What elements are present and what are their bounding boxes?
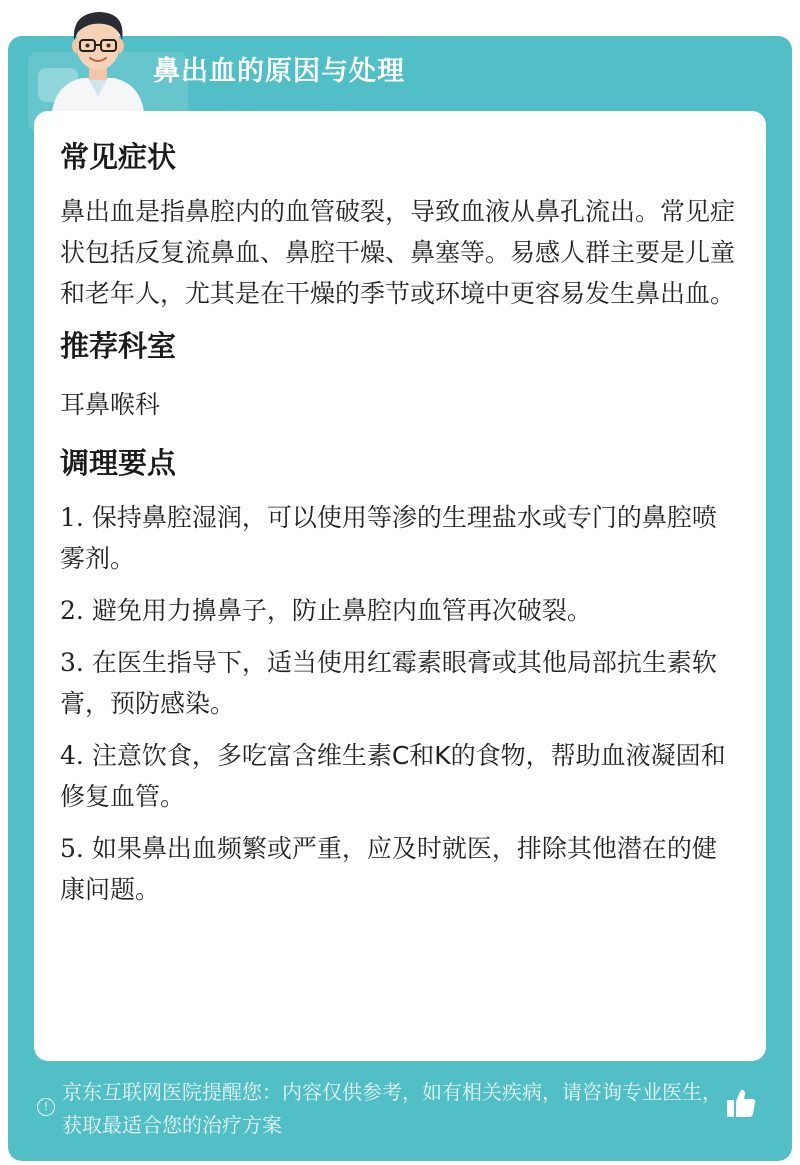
disclaimer-footer (34, 1074, 766, 1154)
info-icon: ! (37, 1098, 55, 1116)
list-item-number: 3. (60, 648, 84, 677)
thumbs-up-icon[interactable] (724, 1086, 758, 1120)
list-item (60, 497, 740, 579)
list-item (60, 590, 740, 631)
list-item (60, 828, 740, 910)
list-item-number: 2. (60, 596, 84, 625)
page-title: 鼻出血的原因与处理 (153, 56, 405, 87)
disclaimer-text: 京东互联网医院提醒您：内容仅供参考，如有相关疾病，请咨询专业医生，获取最适合您的治疗方案 (62, 1080, 722, 1137)
list-item (60, 642, 740, 724)
symptoms-text: 鼻出血是指鼻腔内的血管破裂，导致血液从鼻孔流出。常见症状包括反复流鼻血、鼻腔干燥、鼻塞等。易感人群主要是儿童和老年人，尤其是在干燥的季节或环境中更容易发生鼻出血。 (60, 197, 736, 308)
list-item-text: 注意饮食，多吃富含维生素C和K的食物，帮助血液凝固和修复血管。 (60, 741, 726, 811)
list-item-text: 如果鼻出血频繁或严重，应及时就医，排除其他潜在的健康问题。 (60, 834, 717, 904)
department-heading: 推荐科室 (60, 329, 177, 363)
list-item-number: 1. (60, 503, 84, 532)
care-heading: 调理要点 (60, 446, 177, 480)
list-item-text: 保持鼻腔湿润，可以使用等渗的生理盐水或专门的鼻腔喷雾剂。 (60, 503, 717, 573)
list-item-number: 4. (60, 741, 84, 770)
symptoms-heading: 常见症状 (60, 140, 177, 174)
list-item-text: 在医生指导下，适当使用红霉素眼膏或其他局部抗生素软膏，预防感染。 (60, 648, 717, 718)
doctor-avatar-icon (42, 0, 154, 112)
list-item-number: 5. (60, 834, 84, 863)
care-list (60, 497, 740, 910)
department-text: 耳鼻喉科 (60, 390, 161, 419)
content-card (34, 111, 766, 1061)
list-item-text: 避免用力擤鼻子，防止鼻腔内血管再次破裂。 (91, 596, 592, 625)
list-item (60, 735, 740, 817)
